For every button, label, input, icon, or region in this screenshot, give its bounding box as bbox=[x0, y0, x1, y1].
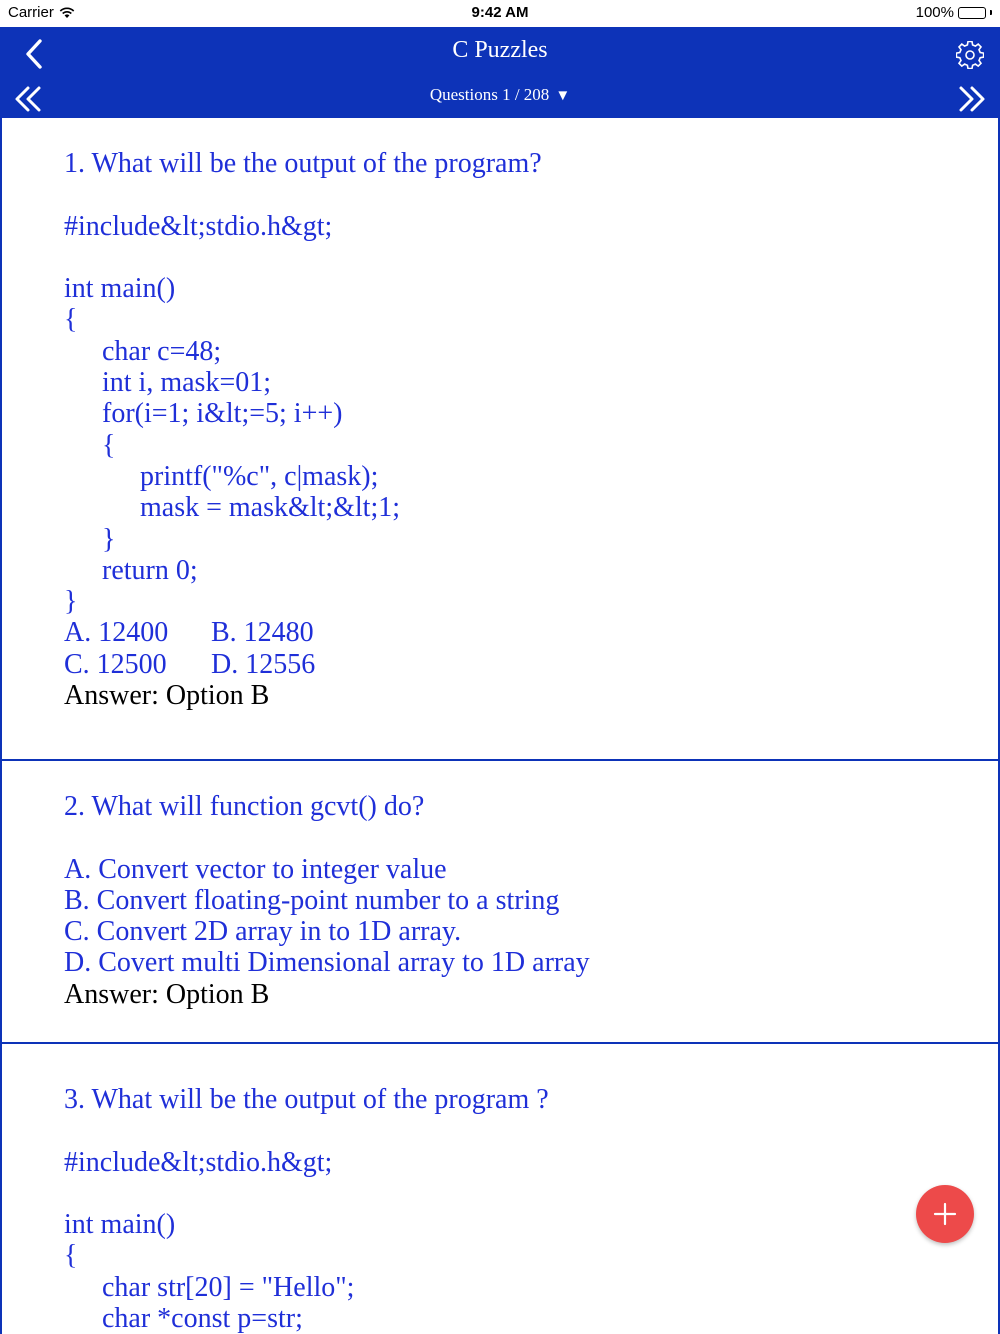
option-c: C. Convert 2D array in to 1D array. bbox=[64, 916, 462, 948]
code-line: return 0; bbox=[102, 554, 198, 586]
question-selector[interactable] bbox=[0, 85, 1000, 105]
code-line: int main() bbox=[64, 273, 176, 305]
battery-indicator bbox=[916, 4, 992, 21]
code-line: char str[20] = "Hello"; bbox=[102, 1271, 355, 1303]
settings-button[interactable] bbox=[948, 33, 992, 77]
code-line: for(i=1; i&lt;=5; i++) bbox=[102, 398, 343, 430]
code-line: { bbox=[64, 1240, 78, 1272]
code-line: char c=48; bbox=[102, 335, 222, 367]
carrier-label: Carrier bbox=[8, 4, 54, 21]
battery-icon bbox=[958, 7, 986, 19]
answer-text: Answer: Option B bbox=[64, 680, 270, 712]
question-title: 1. What will be the output of the program? bbox=[64, 148, 542, 179]
status-time: 9:42 AM bbox=[471, 4, 529, 21]
code-line: mask = mask&lt;&lt;1; bbox=[140, 492, 401, 524]
question-list[interactable] bbox=[0, 118, 1000, 1334]
options-row bbox=[64, 617, 978, 648]
status-bar bbox=[0, 0, 1000, 27]
code-line: { bbox=[64, 304, 78, 336]
option-a: A. 12400 bbox=[64, 617, 169, 649]
caret-down-icon: ▼ bbox=[555, 88, 571, 104]
answer-text: Answer: Option B bbox=[64, 978, 270, 1010]
plus-icon bbox=[932, 1201, 958, 1227]
option-a: A. Convert vector to integer value bbox=[64, 853, 447, 885]
code-line: printf("%c", c|mask); bbox=[140, 460, 379, 492]
code-line: } bbox=[64, 586, 78, 618]
option-b: B. Convert floating-point number to a string bbox=[64, 884, 560, 916]
option-d: D. 12556 bbox=[211, 648, 316, 680]
navigation-bar bbox=[0, 27, 1000, 118]
question-counter: Questions 1 / 208 bbox=[429, 85, 550, 104]
option-b: B. 12480 bbox=[211, 617, 314, 649]
code-line: char *const p=str; bbox=[102, 1303, 303, 1334]
code-line: int main() bbox=[64, 1209, 176, 1241]
page-title: C Puzzles bbox=[452, 37, 548, 63]
gear-icon bbox=[956, 41, 984, 69]
code-line: } bbox=[102, 523, 116, 555]
question-title: 2. What will function gcvt() do? bbox=[64, 791, 425, 822]
option-c: C. 12500 bbox=[64, 648, 167, 680]
question-title: 3. What will be the output of the program ? bbox=[64, 1084, 549, 1115]
question-card bbox=[0, 761, 1000, 1044]
options-row bbox=[64, 649, 978, 680]
code-line: #include&lt;stdio.h&gt; bbox=[64, 1146, 333, 1178]
add-button[interactable] bbox=[916, 1185, 974, 1243]
question-card bbox=[0, 118, 1000, 761]
code-line: int i, mask=01; bbox=[102, 367, 272, 399]
code-line: #include&lt;stdio.h&gt; bbox=[64, 210, 333, 242]
battery-percent: 100% bbox=[915, 4, 954, 21]
next-button[interactable] bbox=[950, 77, 994, 121]
code-line: { bbox=[102, 429, 116, 461]
double-chevron-right-icon bbox=[956, 83, 988, 115]
option-d: D. Covert multi Dimensional array to 1D array bbox=[64, 947, 590, 979]
question-card bbox=[0, 1044, 1000, 1334]
